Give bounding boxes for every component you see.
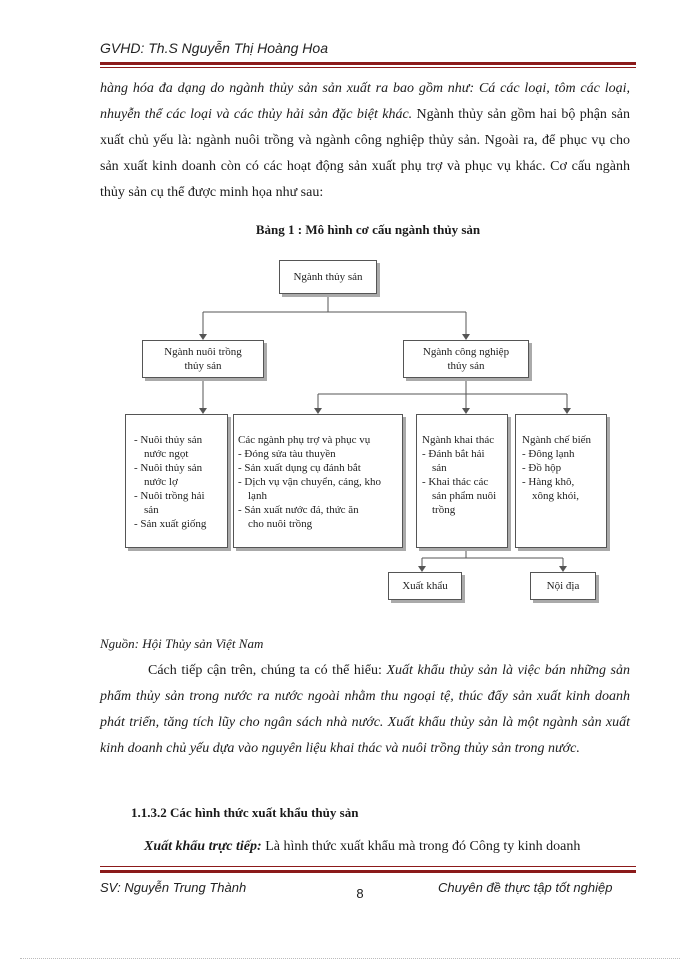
auxiliary-detail: Các ngành phụ trợ và phục vụ (238, 434, 371, 446)
processing-detail: - Đồ hộp (522, 462, 562, 474)
page-edge-dots (20, 958, 680, 959)
fishery-industry-line-1: Ngành công nghiệp (422, 346, 510, 358)
intro-normal: Ngành thủy sản gồm hai bộ phận sản xuất chủ yếu là: ngành nuôi trồng và ngành công nghiệp thủy sản. Ngoài ra, để phục vụ cho sản xuất kinh doanh còn có các hoạt động sản xuất phụ trợ và phục vụ khác. Cơ cấu ngành thủy sản cụ thể được minh họa như sau: (100, 107, 630, 200)
capture-detail: trồng (432, 504, 456, 516)
footer-student: SV: Nguyễn Trung Thành (100, 880, 247, 895)
domestic-box (530, 572, 596, 600)
capture-detail: sản phẩm nuôi (432, 490, 497, 502)
header-rule-thin (100, 67, 636, 68)
aquaculture-details-box (125, 414, 228, 548)
processing-detail: xông khói, (532, 490, 580, 502)
auxiliary-detail: - Sản xuất nước đá, thức ăn (238, 504, 359, 516)
export-box (388, 572, 462, 600)
auxiliary-detail: lạnh (248, 490, 267, 502)
processing-box (515, 414, 607, 548)
figure-title: Bảng 1 : Mô hình cơ cấu ngành thủy sản (255, 222, 481, 237)
aquaculture-detail: - Nuôi thủy sản (134, 462, 203, 474)
fishery-industry-line-2: thủy sản (447, 360, 485, 372)
auxiliary-detail: cho nuôi trồng (248, 518, 313, 530)
aquaculture-detail: - Nuôi trồng hải (134, 490, 205, 502)
auxiliary-detail: - Đóng sửa tàu thuyền (238, 448, 336, 460)
aquaculture-detail: - Nuôi thủy sản (134, 434, 203, 446)
capture-detail: - Đánh bắt hải (422, 448, 485, 460)
domestic-label: Nội địa (546, 580, 580, 592)
auxiliary-detail: - Sản xuất dụng cụ đánh bắt (238, 462, 361, 474)
root-label: Ngành thủy sản (293, 271, 363, 283)
figure-source: Nguồn: Hội Thủy sản Việt Nam (100, 636, 264, 651)
intro-paragraph (100, 76, 630, 206)
direct-export-term: Xuất khẩu trực tiếp: (144, 839, 262, 854)
page-number: 8 (356, 886, 364, 901)
page-header: GVHD: Th.S Nguyễn Thị Hoàng Hoa (100, 40, 328, 56)
aquaculture-line-2: thủy sản (184, 360, 222, 372)
footer-rule-thin (100, 866, 636, 867)
processing-detail: - Hàng khô, (522, 476, 575, 488)
direct-export-text: Là hình thức xuất khẩu mà trong đó Công ty kinh doanh (261, 839, 581, 854)
intro-italic: hàng hóa đa dạng do ngành thủy sản sản xuất ra bao gồm như: Cá các loại, tôm các loại, nhuyễn thể các loại và các thủy hải sản đặc biệt khác. (100, 81, 630, 122)
aquaculture-line-1: Ngành nuôi trồng (164, 346, 242, 358)
processing-detail: Ngành chế biến (522, 434, 592, 446)
aquaculture-detail: sản (144, 504, 159, 516)
fishery-industry-box (403, 340, 529, 378)
processing-detail: - Đông lạnh (522, 448, 575, 460)
auxiliary-detail: - Dịch vụ vận chuyển, cảng, kho (238, 476, 381, 488)
capture-detail: Ngành khai thác (422, 434, 495, 446)
capture-detail: sản (432, 462, 447, 474)
capture-fishery-box (416, 414, 508, 548)
aquaculture-detail: nước ngọt (144, 448, 189, 460)
header-rule (100, 62, 636, 65)
aquaculture-box (142, 340, 264, 378)
definition-normal: Cách tiếp cận trên, chúng ta có thể hiểu: (148, 663, 387, 678)
section-heading: 1.1.3.2 Các hình thức xuất khẩu thủy sản (131, 805, 359, 820)
aquaculture-detail: - Sản xuất giống (134, 518, 207, 530)
capture-detail: - Khai thác các (422, 476, 489, 488)
export-label: Xuất khẩu (402, 580, 448, 592)
direct-export-paragraph (100, 834, 630, 860)
footer-title: Chuyên đề thực tập tốt nghiệp (438, 880, 613, 895)
definition-paragraph (100, 658, 630, 762)
auxiliary-services-box (233, 414, 403, 548)
footer-rule (100, 870, 636, 873)
aquaculture-detail: nước lợ (144, 476, 178, 488)
root-box (279, 260, 377, 294)
definition-italic: Xuất khẩu thủy sản là việc bán những sản phẩm thủy sản trong nước ra nước ngoài nhằm thu ngoại tệ, thúc đẩy sản xuất kinh doanh phát triển, tăng tích lũy cho ngân sách nhà nước. Xuất khẩu thủy sản là một ngành sản xuất kinh doanh chủ yếu dựa vào nguyên liệu khai thác và nuôi trồng thủy sản trong nước. (100, 663, 630, 756)
